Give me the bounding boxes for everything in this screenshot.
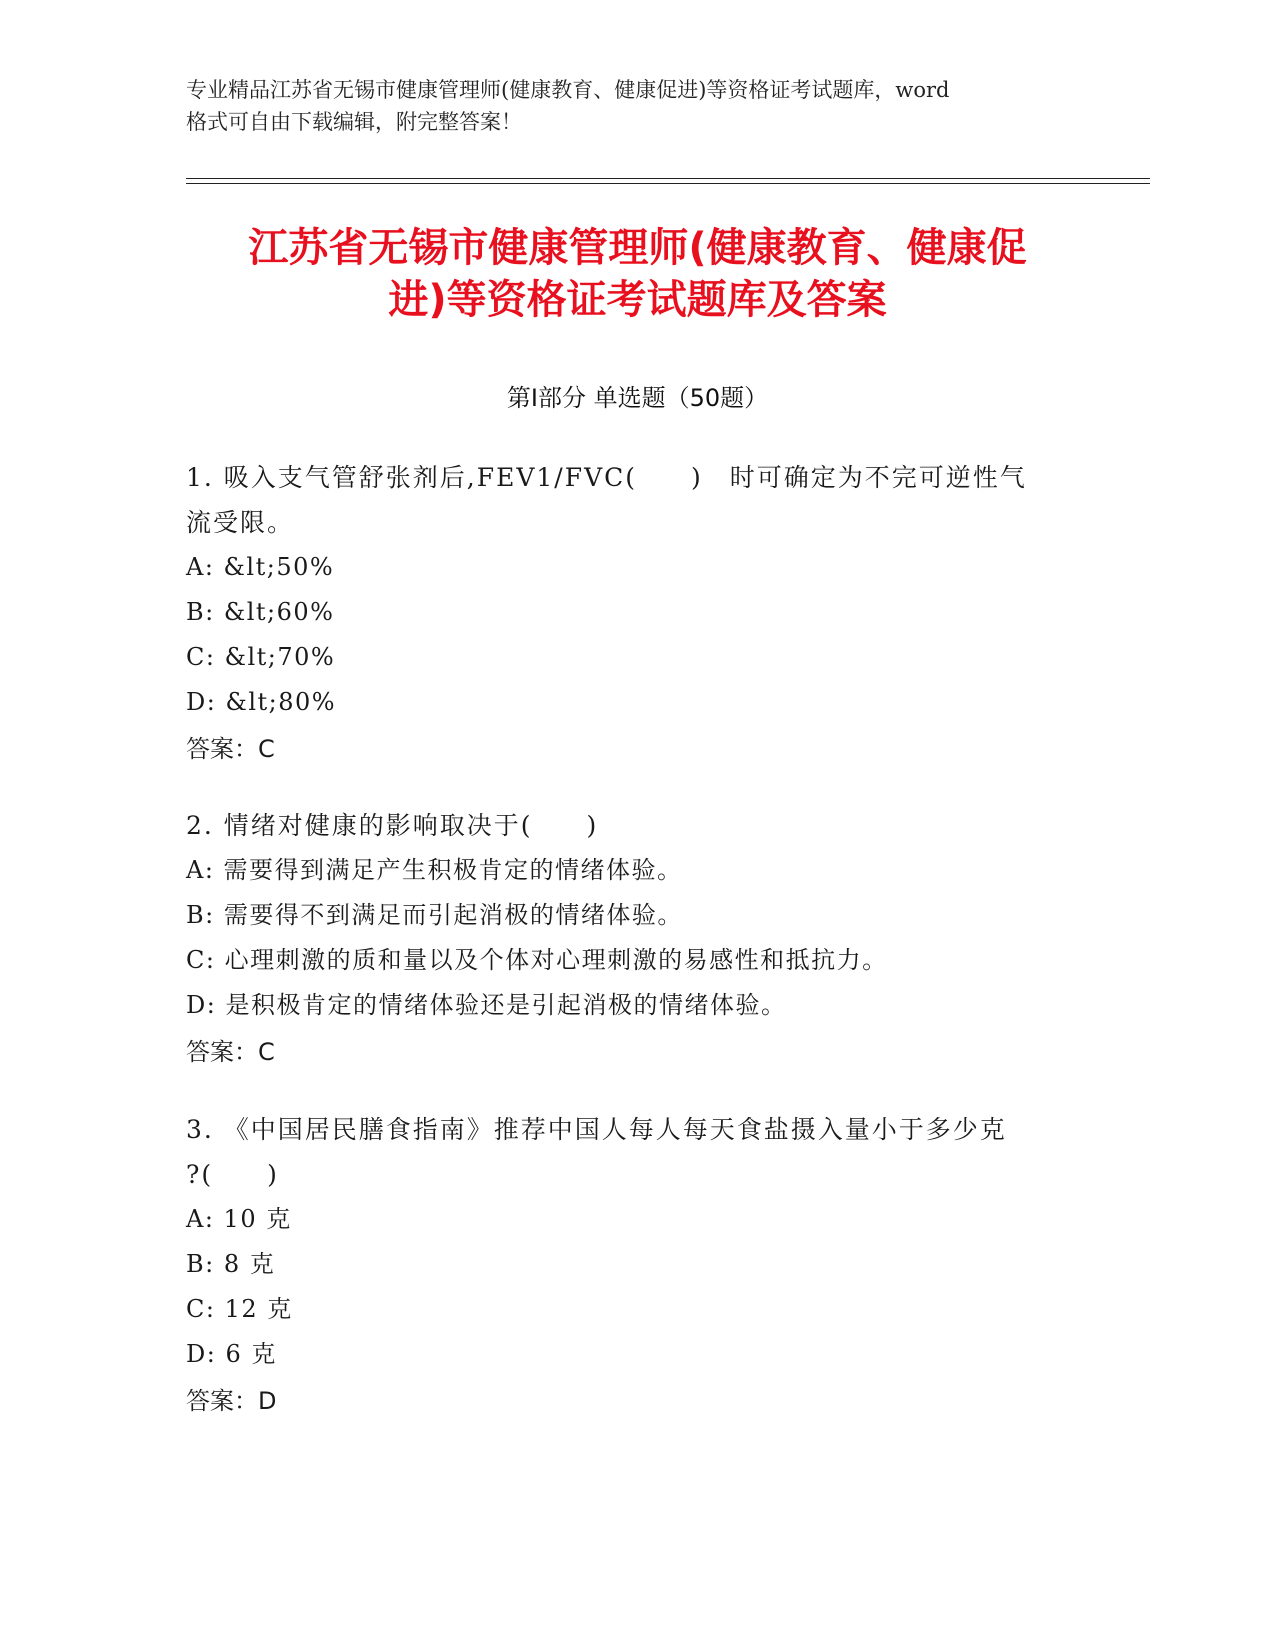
question-1: [186, 455, 1066, 772]
answer: 答案：C: [186, 735, 275, 763]
option-d: D: 是积极肯定的情绪体验还是引起消极的情绪体验。: [186, 991, 787, 1019]
question-3: [186, 1107, 1066, 1424]
option-a: A: 需要得到满足产生积极肯定的情绪体验。: [186, 856, 683, 884]
question-2: [186, 803, 1066, 1075]
header-line-2: 格式可自由下载编辑，附完整答案！: [186, 110, 522, 134]
section-title: 第Ⅰ部分 单选题（50题）: [506, 384, 769, 412]
option-b: B: &lt;60%: [186, 598, 335, 626]
option-c: C: 12 克: [186, 1295, 293, 1323]
option-c: C: 心理刺激的质和量以及个体对心理刺激的易感性和抵抗力。: [186, 946, 888, 974]
answer: 答案：C: [186, 1038, 275, 1066]
question-stem: 1. 吸入支气管舒张剂后,FEV1/FVC( ) 时可确定为不完可逆性气: [186, 463, 1027, 492]
document-header: [186, 74, 1086, 138]
answer: 答案：D: [186, 1387, 277, 1415]
divider-line-top: [186, 178, 1150, 179]
option-a: A: &lt;50%: [186, 553, 335, 581]
option-d: D: 6 克: [186, 1340, 277, 1368]
question-stem: 2. 情绪对健康的影响取决于( ): [186, 811, 599, 840]
question-stem-continued: ?( ): [186, 1160, 279, 1189]
question-stem: 3. 《中国居民膳食指南》推荐中国人每人每天食盐摄入量小于多少克: [186, 1115, 1007, 1144]
question-stem-continued: 流受限。: [186, 508, 295, 537]
document-title: [160, 222, 1115, 326]
title-line-1: 江苏省无锡市健康管理师(健康教育、健康促: [248, 225, 1027, 271]
title-line-2: 进)等资格证考试题库及答案: [388, 277, 887, 323]
option-b: B: 8 克: [186, 1250, 276, 1278]
option-d: D: &lt;80%: [186, 688, 337, 716]
option-b: B: 需要得不到满足而引起消极的情绪体验。: [186, 901, 683, 929]
header-line-1: 专业精品江苏省无锡市健康管理师(健康教育、健康促进)等资格证考试题库，word: [186, 78, 950, 102]
option-a: A: 10 克: [186, 1205, 292, 1233]
divider-line-bottom: [186, 183, 1150, 184]
header-divider: [186, 178, 1150, 184]
option-c: C: &lt;70%: [186, 643, 336, 671]
